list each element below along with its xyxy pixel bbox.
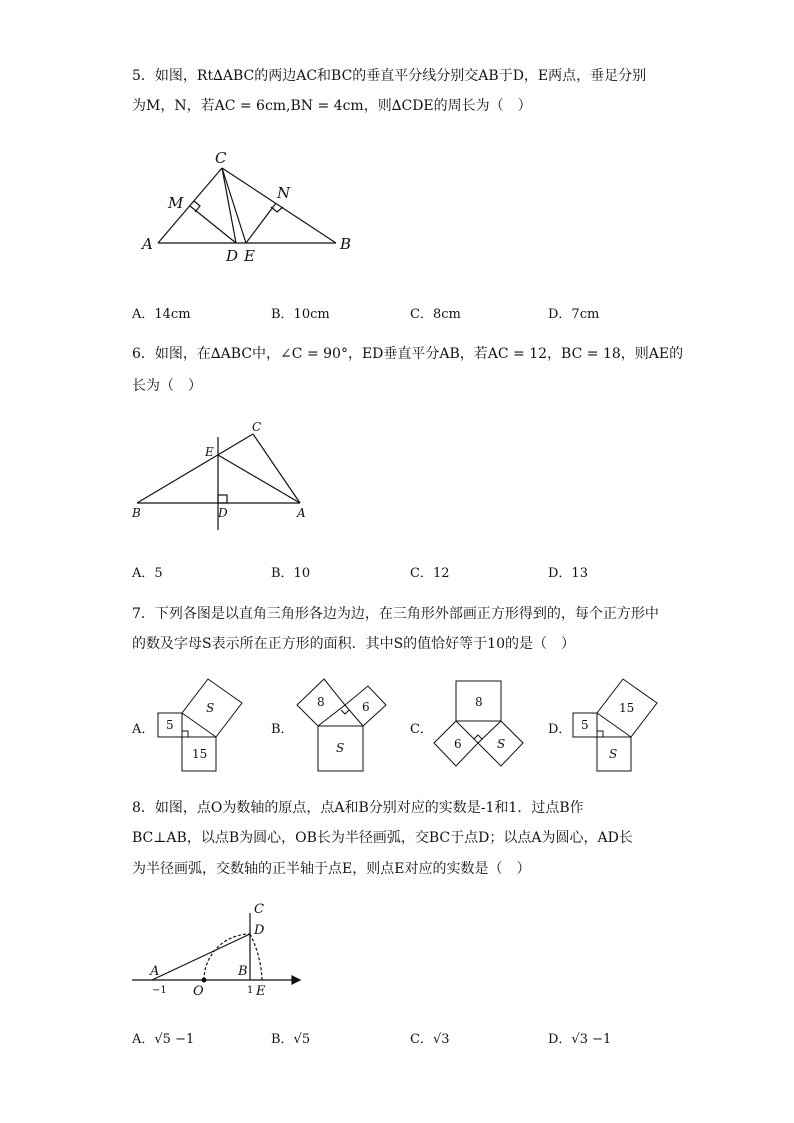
q5-text-line2: 为M，N，若AC = 6cm,BN = 4cm，则∆CDE的周长为（ ） bbox=[132, 98, 532, 114]
q7-b-right: 6 bbox=[362, 700, 370, 714]
q7-d-big: 15 bbox=[619, 701, 635, 715]
q5-label-c: C bbox=[215, 149, 227, 167]
q8-label-e: E bbox=[256, 984, 266, 999]
q7-d-bottom: S bbox=[609, 747, 618, 761]
q5-option-d[interactable]: D．7cm bbox=[548, 307, 600, 322]
q5-option-c[interactable]: C．8cm bbox=[410, 307, 461, 322]
q8-text-line3: 为半径画弧，交数轴的正半轴于点E，则点E对应的实数是（ ） bbox=[132, 861, 531, 877]
q5-option-a[interactable]: A．14cm bbox=[132, 307, 191, 322]
q6-text-line1: 6．如图，在∆ABC中，∠C = 90°，ED垂直平分AB，若AC = 12，BC = 18，则AE的 bbox=[132, 346, 684, 362]
q8-label-o: O bbox=[193, 984, 204, 999]
q7-a-small: 5 bbox=[166, 718, 174, 732]
q7-text-line1: 7．下列各图是以直角三角形各边为边，在三角形外部画正方形得到的，每个正方形中 bbox=[132, 606, 659, 622]
q5-label-a: A bbox=[142, 235, 153, 253]
q7-c-right: S bbox=[497, 737, 506, 751]
q8-point-o bbox=[202, 978, 207, 983]
q8-label-b: B bbox=[238, 964, 248, 979]
q8-tick-one: 1 bbox=[247, 985, 254, 996]
q6-option-b[interactable]: B．10 bbox=[271, 566, 311, 581]
q8-option-d[interactable]: D．√3 −1 bbox=[548, 1032, 612, 1047]
q8-tick-minus1: −1 bbox=[152, 985, 167, 996]
q8-option-c[interactable]: C．√3 bbox=[410, 1032, 450, 1047]
q8-arc-de bbox=[250, 934, 262, 980]
q5-label-d: D bbox=[226, 247, 239, 265]
q7-option-a-label[interactable]: A． bbox=[132, 722, 155, 737]
q8-option-b[interactable]: B．√5 bbox=[271, 1032, 311, 1047]
q5-option-b[interactable]: B．10cm bbox=[271, 307, 330, 322]
q6-text-line2: 长为（ ） bbox=[132, 378, 202, 394]
q5-label-b: B bbox=[340, 235, 352, 253]
q7-c-left: 6 bbox=[454, 737, 462, 751]
q8-option-a[interactable]: A．√5 −1 bbox=[132, 1032, 195, 1047]
q6-option-a[interactable]: A．5 bbox=[132, 566, 163, 581]
q8-label-a: A bbox=[150, 964, 160, 979]
q6-option-d[interactable]: D．13 bbox=[548, 566, 588, 581]
q7-a-bottom: 15 bbox=[192, 747, 208, 761]
q6-label-a: A bbox=[297, 506, 306, 520]
q6-label-c: C bbox=[252, 420, 262, 434]
q7-a-big: S bbox=[206, 701, 215, 715]
q7-text-line2: 的数及字母S表示所在正方形的面积．其中S的值恰好等于10的是（ ） bbox=[132, 636, 575, 652]
q7-d-small: 5 bbox=[581, 718, 589, 732]
q7-b-left: 8 bbox=[317, 695, 325, 709]
q6-label-d: D bbox=[218, 506, 228, 520]
q8-seg-ad bbox=[152, 934, 250, 980]
q8-label-d: D bbox=[254, 923, 265, 938]
q8-text-line1: 8．如图，点O为数轴的原点，点A和B分别对应的实数是-1和1．过点B作 bbox=[132, 800, 584, 816]
q7-c-top: 8 bbox=[475, 695, 483, 709]
q7-option-c-label[interactable]: C． bbox=[410, 722, 433, 737]
q6-label-e: E bbox=[205, 445, 214, 459]
q8-axis-arrow bbox=[292, 976, 300, 984]
q7-b-bottom: S bbox=[336, 741, 345, 755]
q8-text-line2: BC⊥AB，以点B为圆心，OB长为半径画弧，交BC于点D；以点A为圆心，AD长 bbox=[132, 830, 633, 846]
q5-label-n: N bbox=[277, 184, 291, 202]
q8-label-c: C bbox=[254, 902, 264, 917]
q6-label-b: B bbox=[132, 506, 141, 520]
q7-option-b-label[interactable]: B． bbox=[271, 722, 294, 737]
q6-option-c[interactable]: C．12 bbox=[410, 566, 450, 581]
q5-label-e: E bbox=[244, 247, 255, 265]
q5-text-line1: 5．如图，Rt∆ABC的两边AC和BC的垂直平分线分别交AB于D，E两点，垂足分别 bbox=[132, 68, 647, 84]
q7-option-d-label[interactable]: D． bbox=[548, 722, 572, 737]
q5-label-m: M bbox=[168, 194, 184, 212]
